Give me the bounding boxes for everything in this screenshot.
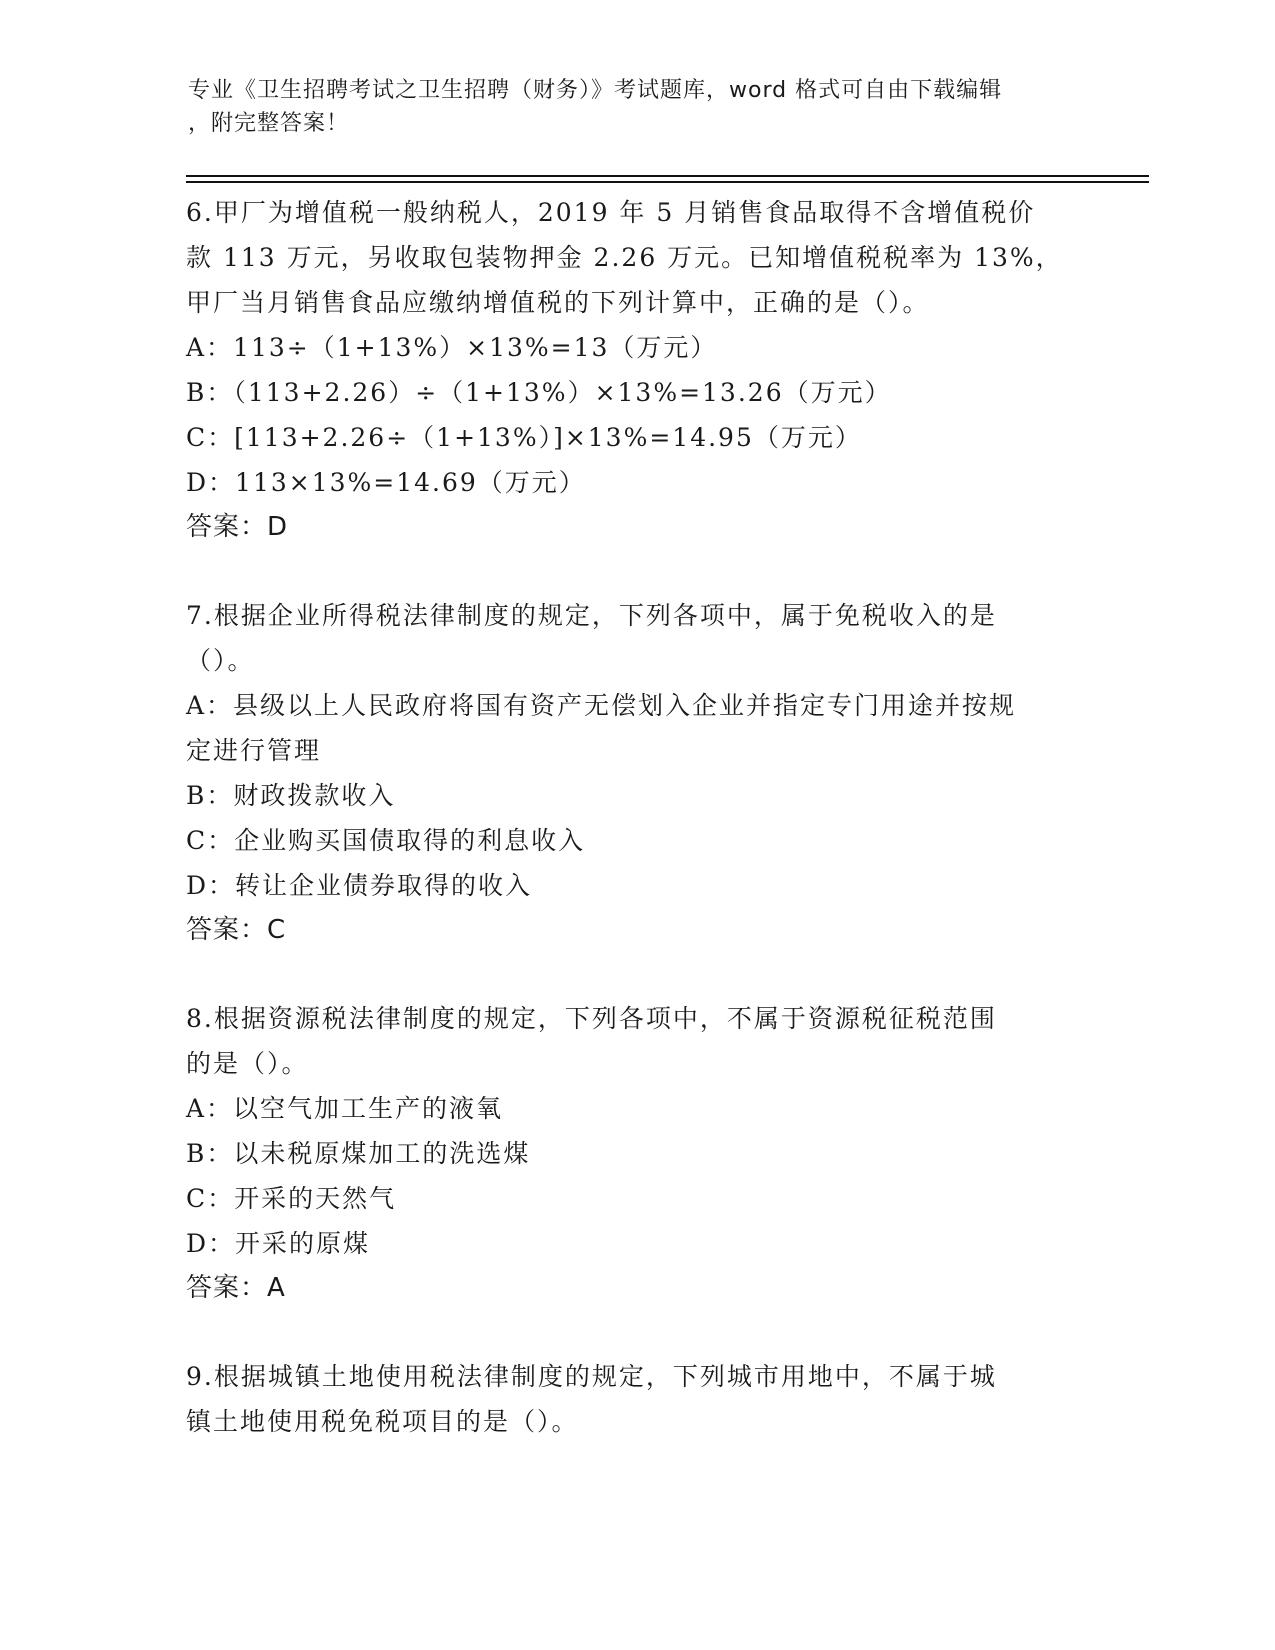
- question-stem: 6.甲厂为增值税一般纳税人，2019 年 5 月销售食品取得不含增值税价: [186, 198, 1036, 227]
- answer: 答案：C: [186, 915, 287, 945]
- option-a-continued: 定进行管理: [186, 736, 322, 765]
- question-stem: 7.根据企业所得税法律制度的规定，下列各项中，属于免税收入的是: [186, 601, 997, 630]
- question-stem: 甲厂当月销售食品应缴纳增值税的下列计算中，正确的是（）。: [186, 288, 930, 317]
- option-c: C：开采的天然气: [186, 1184, 397, 1213]
- question-stem: 9.根据城镇土地使用税法律制度的规定，下列城市用地中，不属于城: [186, 1362, 997, 1391]
- document-header: [188, 74, 1088, 140]
- question-9: [186, 1354, 1086, 1444]
- option-b: B：财政拨款收入: [186, 781, 396, 810]
- option-d: D：113×13%=14.69（万元）: [186, 468, 586, 497]
- question-stem: 镇土地使用税免税项目的是（）。: [186, 1407, 579, 1436]
- question-stem: 8.根据资源税法律制度的规定，下列各项中，不属于资源税征税范围: [186, 1004, 997, 1033]
- question-stem: 的是（）。: [186, 1049, 309, 1078]
- question-6: [186, 190, 1086, 549]
- question-stem: （）。: [186, 646, 255, 675]
- header-divider: [186, 181, 1149, 183]
- question-stem: 款 113 万元，另收取包装物押金 2.26 万元。已知增值税税率为 13%，: [186, 243, 1063, 272]
- option-a: A：113÷（1+13%）×13%=13（万元）: [186, 333, 718, 362]
- question-7: [186, 593, 1086, 952]
- header-divider: [186, 175, 1149, 177]
- option-d: D：开采的原煤: [186, 1229, 371, 1258]
- answer: 答案：A: [186, 1273, 286, 1303]
- option-c: C：[113+2.26÷（1+13%）]×13%=14.95（万元）: [186, 423, 862, 452]
- option-b: B：（113+2.26）÷（1+13%）×13%=13.26（万元）: [186, 378, 892, 407]
- header-line: ，附完整答案！: [188, 111, 350, 136]
- option-d: D：转让企业债券取得的收入: [186, 871, 533, 900]
- answer: 答案：D: [186, 512, 289, 542]
- question-list: [186, 190, 1086, 1488]
- option-a: A：以空气加工生产的液氧: [186, 1094, 504, 1123]
- header-line: 专业《卫生招聘考试之卫生招聘（财务）》考试题库，word 格式可自由下载编辑: [188, 78, 1003, 103]
- option-a: A：县级以上人民政府将国有资产无偿划入企业并指定专门用途并按规: [186, 691, 1017, 720]
- question-8: [186, 996, 1086, 1310]
- option-c: C：企业购买国债取得的利息收入: [186, 826, 586, 855]
- option-b: B：以未税原煤加工的洗选煤: [186, 1139, 531, 1168]
